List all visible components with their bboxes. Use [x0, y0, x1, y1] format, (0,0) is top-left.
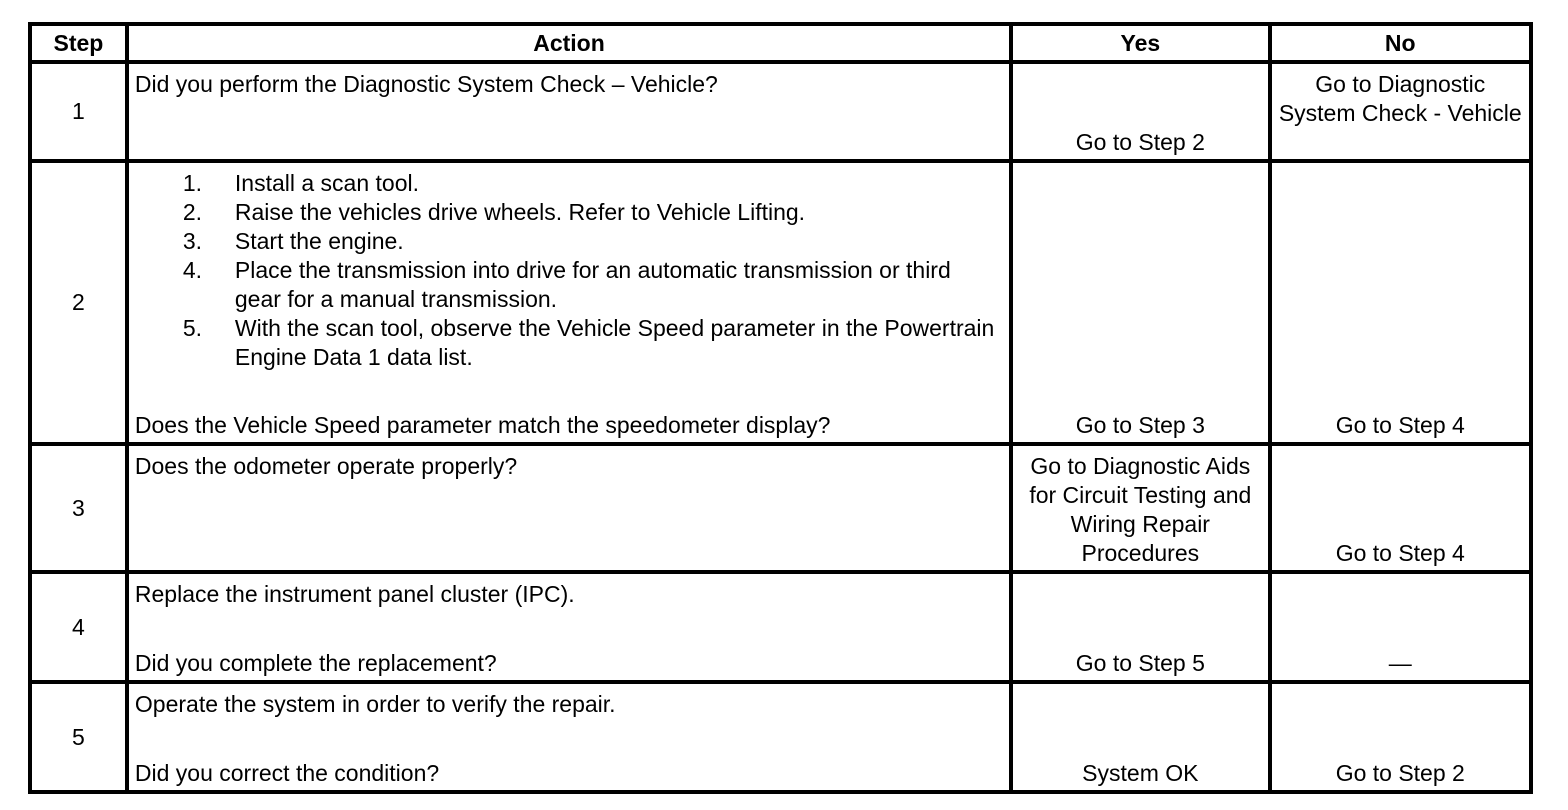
list-item [183, 227, 1001, 256]
action-steps-list [135, 169, 1001, 372]
step-cell [30, 62, 127, 161]
step-number: 2 [72, 288, 85, 315]
action-question: Did you complete the replacement? [134, 650, 497, 677]
action-question: Did you correct the condition? [134, 760, 440, 786]
header-yes: Yes [1011, 24, 1269, 62]
step-cell [30, 572, 127, 682]
list-item-text: Start the engine. [234, 227, 404, 254]
no-cell [1270, 444, 1531, 573]
action-text: Does the odometer operate properly? [134, 452, 518, 479]
table-row [30, 682, 1531, 792]
no-cell [1270, 161, 1531, 444]
action-text: Replace the instrument panel cluster (IPC). [134, 581, 575, 608]
table-row [30, 62, 1531, 161]
list-item [183, 169, 1001, 198]
yes-cell [1011, 444, 1269, 573]
list-item-number: 4. [182, 256, 203, 283]
action-cell [127, 682, 1011, 792]
header-no: No [1270, 24, 1531, 62]
no-cell [1270, 682, 1531, 792]
list-item-text: With the scan tool, observe the Vehicle Speed parameter in the Powertrain Engine Data 1 data list. [234, 314, 995, 370]
list-item [183, 198, 1001, 227]
table-row [30, 444, 1531, 573]
table-row [30, 161, 1531, 444]
step-cell [30, 161, 127, 444]
yes-answer: Go to Diagnostic Aids for Circuit Testing and Wiring Repair Procedures [1029, 452, 1252, 566]
no-answer: Go to Step 4 [1335, 411, 1465, 438]
yes-cell [1011, 62, 1269, 161]
yes-answer: Go to Step 2 [1075, 128, 1205, 155]
no-cell [1270, 572, 1531, 682]
table-header-row [30, 24, 1531, 62]
no-cell [1270, 62, 1531, 161]
diagnostic-table [28, 22, 1533, 794]
yes-cell [1011, 682, 1269, 792]
list-item-number: 2. [182, 198, 203, 225]
no-answer: Go to Diagnostic System Check - Vehicle [1278, 71, 1522, 126]
header-step: Step [30, 24, 127, 62]
action-cell [127, 444, 1011, 573]
action-cell [127, 62, 1011, 161]
list-item [183, 256, 1001, 314]
yes-answer: Go to Step 5 [1075, 650, 1205, 677]
header-action: Action [127, 24, 1011, 62]
list-item-number: 5. [182, 314, 203, 341]
step-number: 4 [72, 613, 85, 640]
step-cell [30, 682, 127, 792]
yes-cell [1011, 161, 1269, 444]
no-answer: Go to Step 2 [1335, 760, 1465, 786]
table-row [30, 572, 1531, 682]
step-number: 1 [72, 97, 85, 124]
step-number: 3 [72, 494, 85, 521]
action-question: Does the Vehicle Speed parameter match the speedometer display? [134, 411, 831, 438]
list-item-text: Place the transmission into drive for an automatic transmission or third gear for a manual transmission. [234, 256, 951, 312]
step-number: 5 [72, 723, 85, 750]
step-cell [30, 444, 127, 573]
no-answer: Go to Step 4 [1335, 540, 1465, 567]
yes-answer: System OK [1082, 760, 1199, 786]
action-cell [127, 161, 1011, 444]
list-item-text: Raise the vehicles drive wheels. Refer to Vehicle Lifting. [234, 198, 806, 225]
yes-cell [1011, 572, 1269, 682]
action-cell [127, 572, 1011, 682]
yes-answer: Go to Step 3 [1075, 411, 1205, 438]
list-item-text: Install a scan tool. [234, 169, 419, 196]
list-item-number: 1. [182, 169, 203, 196]
action-text: Operate the system in order to verify the repair. [134, 691, 616, 718]
no-answer: — [1388, 650, 1412, 677]
list-item [183, 314, 1001, 372]
list-item-number: 3. [182, 227, 203, 254]
action-text: Did you perform the Diagnostic System Check – Vehicle? [134, 71, 718, 97]
